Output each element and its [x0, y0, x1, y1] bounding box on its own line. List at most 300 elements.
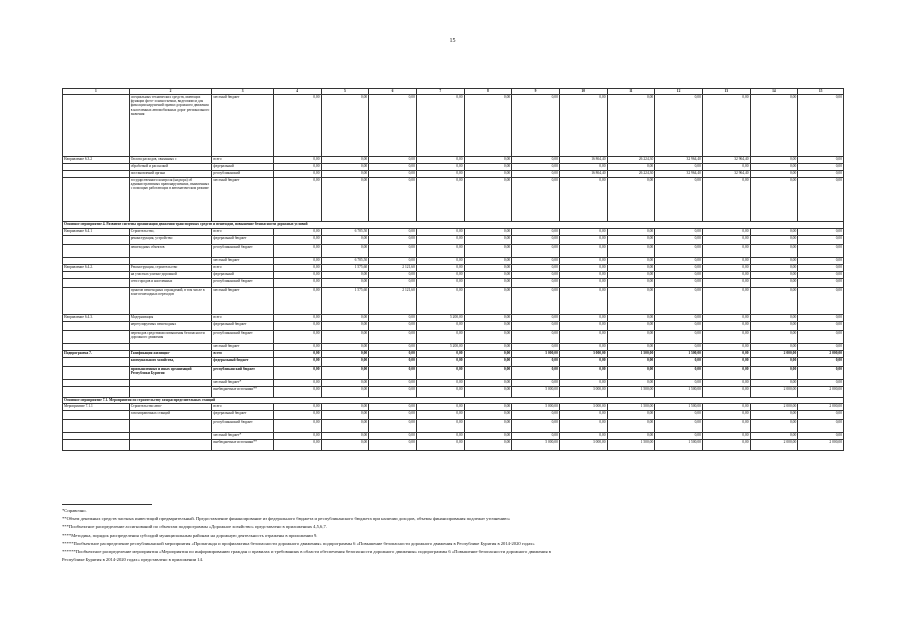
funding-source-cell: местный бюджет*: [212, 433, 273, 440]
amount-cell: 0,00: [702, 411, 750, 420]
amount-cell: 0,00: [702, 288, 750, 315]
amount-cell: 5 000,00: [512, 351, 560, 358]
amount-cell: 26 224,30: [607, 171, 655, 178]
amount-cell: 0,00: [321, 433, 369, 440]
item-name-cell: Газификация жилищно-: [129, 351, 212, 358]
amount-cell: 0,00: [655, 380, 703, 387]
amount-cell: 0,00: [369, 331, 417, 344]
amount-cell: 0,00: [702, 344, 750, 351]
amount-cell: 0,00: [321, 358, 369, 367]
amount-cell: 0,00: [607, 178, 655, 222]
amount-cell: 0,00: [416, 411, 464, 420]
amount-cell: 0,00: [655, 236, 703, 245]
amount-cell: 0,00: [464, 272, 512, 279]
item-code-cell: [63, 331, 130, 344]
amount-cell: 0,00: [512, 433, 560, 440]
amount-cell: 32 964,40: [702, 157, 750, 164]
amount-cell: 0,00: [559, 358, 607, 367]
amount-cell: 0,00: [321, 404, 369, 411]
item-code-cell: [63, 245, 130, 258]
amount-cell: 0,00: [702, 272, 750, 279]
amount-cell: 0,00: [416, 164, 464, 171]
amount-cell: 5 000,00: [512, 387, 560, 398]
item-name-cell: сети городов и населенных: [129, 279, 212, 288]
amount-cell: 0,00: [464, 331, 512, 344]
amount-cell: 0,00: [702, 315, 750, 322]
item-name-cell: [129, 440, 212, 451]
section-title: Основное мероприятие 7.1. Мероприятия по строительству газораспределительных станций: [63, 398, 844, 404]
amount-cell: 0,00: [512, 178, 560, 222]
table-row: [63, 279, 844, 288]
amount-cell: 0,00: [512, 157, 560, 164]
funding-source-cell: всего: [212, 351, 273, 358]
amount-cell: 0,00: [798, 258, 844, 265]
amount-cell: 0,00: [512, 95, 560, 157]
amount-cell: 0,00: [607, 279, 655, 288]
amount-cell: 0,00: [750, 433, 798, 440]
amount-cell: 0,00: [369, 351, 417, 358]
amount-cell: 0,00: [607, 265, 655, 272]
amount-cell: 0,00: [607, 331, 655, 344]
item-code-cell: [63, 380, 130, 387]
funding-source-cell: всего: [212, 265, 273, 272]
item-name-cell: переходов средствами повышения безопасности дорожного движения: [129, 331, 212, 344]
footnote: ***Пообъектное распределение ассигнований по объектам подпрограммы «Дорожное хозяйство» представлено в приложениях 4,5,6,7.: [62, 524, 327, 530]
amount-cell: 0,00: [416, 440, 464, 451]
amount-cell: 0,00: [559, 288, 607, 315]
table-row: [63, 229, 844, 236]
amount-cell: 0,00: [559, 315, 607, 322]
amount-cell: 0,00: [798, 171, 844, 178]
amount-cell: 1 500,00: [655, 440, 703, 451]
amount-cell: 0,00: [416, 229, 464, 236]
amount-cell: 0,00: [273, 157, 321, 164]
amount-cell: 0,00: [702, 178, 750, 222]
amount-cell: 0,00: [273, 95, 321, 157]
amount-cell: 0,00: [702, 258, 750, 265]
amount-cell: 0,00: [607, 95, 655, 157]
amount-cell: 0,00: [512, 315, 560, 322]
amount-cell: 0,00: [512, 288, 560, 315]
header-cell: 3: [212, 89, 273, 95]
amount-cell: 0,00: [512, 272, 560, 279]
item-name-cell: на участках улично-дорожной: [129, 272, 212, 279]
amount-cell: 1 500,00: [655, 387, 703, 398]
amount-cell: 0,00: [464, 367, 512, 380]
amount-cell: 0,00: [273, 404, 321, 411]
amount-cell: 0,00: [464, 178, 512, 222]
amount-cell: 0,00: [798, 272, 844, 279]
amount-cell: 0,00: [559, 178, 607, 222]
amount-cell: 0,00: [607, 164, 655, 171]
header-cell: 9: [512, 89, 560, 95]
amount-cell: 0,00: [273, 367, 321, 380]
item-name-cell: газозаправочных станций: [129, 411, 212, 420]
amount-cell: 32 964,40: [655, 171, 703, 178]
item-code-cell: [63, 411, 130, 420]
amount-cell: 0,00: [702, 279, 750, 288]
amount-cell: 0,00: [321, 171, 369, 178]
table-row: [63, 245, 844, 258]
amount-cell: 0,00: [655, 358, 703, 367]
item-code-cell: Направление 6.4.1: [63, 229, 130, 236]
funding-source-cell: местный бюджет: [212, 344, 273, 351]
amount-cell: 32 964,40: [702, 171, 750, 178]
amount-cell: 0,00: [369, 315, 417, 322]
amount-cell: 0,00: [416, 272, 464, 279]
item-code-cell: Направление 6.4.2.: [63, 265, 130, 272]
amount-cell: 0,00: [512, 279, 560, 288]
amount-cell: 0,00: [750, 288, 798, 315]
amount-cell: 0,00: [273, 265, 321, 272]
amount-cell: 0,00: [273, 358, 321, 367]
amount-cell: 0,00: [750, 420, 798, 433]
funding-source-cell: всего: [212, 315, 273, 322]
amount-cell: 0,00: [750, 178, 798, 222]
amount-cell: 2 000,00: [750, 387, 798, 398]
amount-cell: 0,00: [655, 288, 703, 315]
amount-cell: 0,00: [702, 420, 750, 433]
amount-cell: 0,00: [655, 229, 703, 236]
amount-cell: 0,00: [273, 178, 321, 222]
funding-source-cell: всего: [212, 404, 273, 411]
amount-cell: 0,00: [369, 411, 417, 420]
item-code-cell: [63, 440, 130, 451]
amount-cell: 0,00: [655, 433, 703, 440]
amount-cell: 0,00: [512, 367, 560, 380]
page-number: 15: [449, 38, 456, 44]
item-name-cell: [129, 380, 212, 387]
amount-cell: 0,00: [607, 367, 655, 380]
amount-cell: 0,00: [321, 440, 369, 451]
amount-cell: 0,00: [464, 420, 512, 433]
amount-cell: 1 575,60: [321, 265, 369, 272]
table-row: [63, 433, 844, 440]
amount-cell: 0,00: [702, 229, 750, 236]
item-name-cell: пешеходных объектов: [129, 245, 212, 258]
amount-cell: 0,00: [416, 288, 464, 315]
amount-cell: 0,00: [607, 236, 655, 245]
footnote: Республике Бурятия в 2014-2020 годах» представлено в приложении 14.: [62, 557, 204, 563]
item-name-cell: пунктов пешеходных ограждений, в том числе в зоне пешеходных переходов: [129, 288, 212, 315]
amount-cell: 0,00: [464, 288, 512, 315]
amount-cell: 0,00: [702, 265, 750, 272]
funding-source-cell: республиканский бюджет: [212, 331, 273, 344]
amount-cell: 0,00: [416, 358, 464, 367]
amount-cell: 0,00: [702, 164, 750, 171]
amount-cell: 0,00: [369, 236, 417, 245]
table-row: [63, 411, 844, 420]
amount-cell: 0,00: [607, 258, 655, 265]
table-row: [63, 315, 844, 322]
amount-cell: 1 500,00: [607, 387, 655, 398]
table-row: [63, 178, 844, 222]
amount-cell: 0,00: [512, 322, 560, 331]
amount-cell: 0,00: [512, 380, 560, 387]
amount-cell: 0,00: [512, 420, 560, 433]
header-cell: 12: [655, 89, 703, 95]
amount-cell: 0,00: [702, 331, 750, 344]
item-name-cell: государственного контроля (надзора) об административных правонарушениях, выявленных с помощью работающих в автоматическом режиме: [129, 178, 212, 222]
item-code-cell: [63, 164, 130, 171]
amount-cell: 1 500,00: [607, 440, 655, 451]
amount-cell: 0,00: [559, 245, 607, 258]
amount-cell: 0,00: [655, 322, 703, 331]
amount-cell: 0,00: [655, 272, 703, 279]
amount-cell: 0,00: [321, 387, 369, 398]
amount-cell: 0,00: [750, 279, 798, 288]
amount-cell: 0,00: [369, 380, 417, 387]
item-code-cell: [63, 178, 130, 222]
amount-cell: 5 200,00: [416, 344, 464, 351]
amount-cell: 5 200,00: [416, 315, 464, 322]
amount-cell: 0,00: [464, 229, 512, 236]
amount-cell: 0,00: [702, 387, 750, 398]
amount-cell: 0,00: [273, 315, 321, 322]
amount-cell: 3 000,00: [559, 387, 607, 398]
amount-cell: 0,00: [607, 229, 655, 236]
footnotes: [62, 504, 852, 564]
amount-cell: 16 864,40: [559, 157, 607, 164]
amount-cell: 0,00: [464, 95, 512, 157]
item-code-cell: [63, 358, 130, 367]
header-cell: 8: [464, 89, 512, 95]
amount-cell: 0,00: [273, 411, 321, 420]
amount-cell: 0,00: [369, 387, 417, 398]
header-cell: 6: [369, 89, 417, 95]
amount-cell: 0,00: [702, 440, 750, 451]
amount-cell: 0,00: [416, 157, 464, 164]
amount-cell: 0,00: [798, 265, 844, 272]
item-code-cell: [63, 279, 130, 288]
item-code-cell: [63, 288, 130, 315]
amount-cell: 0,00: [512, 245, 560, 258]
amount-cell: 0,00: [798, 411, 844, 420]
amount-cell: 0,00: [798, 315, 844, 322]
amount-cell: 0,00: [512, 164, 560, 171]
amount-cell: 0,00: [702, 433, 750, 440]
amount-cell: 0,00: [369, 433, 417, 440]
amount-cell: 0,00: [750, 344, 798, 351]
amount-cell: 0,00: [655, 265, 703, 272]
amount-cell: 6 785,50: [321, 229, 369, 236]
amount-cell: 0,00: [798, 420, 844, 433]
amount-cell: 0,00: [607, 420, 655, 433]
amount-cell: 0,00: [273, 272, 321, 279]
amount-cell: 0,00: [369, 157, 417, 164]
amount-cell: 0,00: [559, 265, 607, 272]
item-code-cell: [63, 367, 130, 380]
amount-cell: 0,00: [655, 367, 703, 380]
item-name-cell: Строительство авто-: [129, 404, 212, 411]
amount-cell: 0,00: [798, 178, 844, 222]
item-name-cell: Модернизация: [129, 315, 212, 322]
amount-cell: 0,00: [798, 157, 844, 164]
budget-table-container: [62, 88, 844, 451]
footnote: ******Пообъектное распределение мероприятия «Мероприятия по информированию граждан о правилах и требованиях в области обеспечения безопасности дорожного движения» подпрограммы 6 «Повышение безопасности дорожного движения в: [62, 549, 551, 555]
table-row: [63, 404, 844, 411]
amount-cell: 0,00: [464, 387, 512, 398]
amount-cell: 0,00: [559, 95, 607, 157]
table-row: [63, 322, 844, 331]
amount-cell: 0,00: [655, 164, 703, 171]
amount-cell: 0,00: [416, 236, 464, 245]
amount-cell: 0,00: [321, 367, 369, 380]
amount-cell: 0,00: [559, 411, 607, 420]
amount-cell: 0,00: [607, 358, 655, 367]
amount-cell: 0,00: [750, 331, 798, 344]
amount-cell: 0,00: [750, 272, 798, 279]
amount-cell: 0,00: [369, 420, 417, 433]
header-cell: 2: [129, 89, 212, 95]
amount-cell: 0,00: [702, 404, 750, 411]
amount-cell: 0,00: [321, 351, 369, 358]
item-code-cell: [63, 258, 130, 265]
amount-cell: 0,00: [607, 288, 655, 315]
header-cell: 10: [559, 89, 607, 95]
amount-cell: 0,00: [369, 404, 417, 411]
amount-cell: 0,00: [273, 420, 321, 433]
amount-cell: 0,00: [464, 440, 512, 451]
amount-cell: 0,00: [655, 178, 703, 222]
amount-cell: 0,00: [464, 279, 512, 288]
amount-cell: 0,00: [607, 344, 655, 351]
amount-cell: 0,00: [416, 367, 464, 380]
amount-cell: 0,00: [512, 344, 560, 351]
amount-cell: 0,00: [798, 236, 844, 245]
funding-source-cell: федеральный: [212, 272, 273, 279]
amount-cell: 0,00: [750, 358, 798, 367]
amount-cell: 0,00: [607, 322, 655, 331]
amount-cell: 0,00: [702, 351, 750, 358]
table-row: [63, 367, 844, 380]
funding-source-cell: внебюджетные источники**: [212, 387, 273, 398]
item-name-cell: специальных технических средств, имеющих функции фото- и киносъемки, видеозаписи для фиксации нарушений правил дорожного движения в населенных автомобильных дорог регионального значения: [129, 95, 212, 157]
amount-cell: 0,00: [607, 380, 655, 387]
amount-cell: 1 500,00: [655, 404, 703, 411]
item-name-cell: [129, 258, 212, 265]
funding-source-cell: республиканский бюджет: [212, 367, 273, 380]
footnote-separator: [62, 504, 152, 505]
amount-cell: 2 000,00: [798, 351, 844, 358]
amount-cell: 0,00: [369, 164, 417, 171]
amount-cell: 0,00: [702, 380, 750, 387]
amount-cell: 0,00: [798, 95, 844, 157]
funding-source-cell: федеральный бюджет: [212, 358, 273, 367]
item-code-cell: [63, 236, 130, 245]
table-row: [63, 344, 844, 351]
amount-cell: 0,00: [750, 380, 798, 387]
amount-cell: 0,00: [321, 178, 369, 222]
amount-cell: 0,00: [416, 95, 464, 157]
amount-cell: 0,00: [750, 95, 798, 157]
amount-cell: 0,00: [750, 258, 798, 265]
section-title: Основное мероприятие 4. Развитие системы организации движения транспортных средств и пешеходов, повышение безопасности дорожных условий: [63, 222, 844, 229]
amount-cell: 32 964,40: [655, 157, 703, 164]
funding-source-cell: федеральный бюджет: [212, 322, 273, 331]
amount-cell: 0,00: [273, 440, 321, 451]
amount-cell: 0,00: [750, 229, 798, 236]
amount-cell: 0,00: [559, 380, 607, 387]
amount-cell: 0,00: [321, 322, 369, 331]
amount-cell: 0,00: [750, 171, 798, 178]
amount-cell: 0,00: [702, 236, 750, 245]
amount-cell: 0,00: [464, 258, 512, 265]
header-cell: 13: [702, 89, 750, 95]
header-cell: 14: [750, 89, 798, 95]
amount-cell: 0,00: [512, 171, 560, 178]
amount-cell: 0,00: [798, 279, 844, 288]
amount-cell: 0,00: [321, 344, 369, 351]
amount-cell: 0,00: [750, 265, 798, 272]
item-name-cell: нерегулируемых пешеходных: [129, 322, 212, 331]
amount-cell: 0,00: [273, 245, 321, 258]
amount-cell: 3 000,00: [559, 440, 607, 451]
item-code-cell: [63, 272, 130, 279]
item-name-cell: [129, 433, 212, 440]
item-code-cell: [63, 95, 130, 157]
amount-cell: 0,00: [273, 344, 321, 351]
item-name-cell: промышленных и иных организаций Республики Бурятия: [129, 367, 212, 380]
amount-cell: 0,00: [750, 367, 798, 380]
amount-cell: 0,00: [464, 164, 512, 171]
amount-cell: 0,00: [416, 404, 464, 411]
funding-source-cell: республиканский: [212, 171, 273, 178]
amount-cell: 0,00: [702, 245, 750, 258]
amount-cell: 0,00: [369, 229, 417, 236]
amount-cell: 0,00: [464, 245, 512, 258]
amount-cell: 0,00: [416, 245, 464, 258]
table-row: [63, 358, 844, 367]
header-cell: 1: [63, 89, 130, 95]
amount-cell: 0,00: [369, 279, 417, 288]
item-code-cell: [63, 420, 130, 433]
funding-source-cell: федеральный бюджет: [212, 236, 273, 245]
amount-cell: 0,00: [369, 322, 417, 331]
amount-cell: 0,00: [559, 420, 607, 433]
amount-cell: 0,00: [750, 236, 798, 245]
funding-source-cell: республиканский бюджет: [212, 279, 273, 288]
amount-cell: 16 864,40: [559, 171, 607, 178]
item-code-cell: Направление 6.4.3.: [63, 315, 130, 322]
amount-cell: 0,00: [464, 411, 512, 420]
amount-cell: 0,00: [702, 358, 750, 367]
amount-cell: 0,00: [416, 171, 464, 178]
amount-cell: 0,00: [512, 236, 560, 245]
table-row: [63, 272, 844, 279]
item-name-cell: Строительство,: [129, 229, 212, 236]
header-cell: 4: [273, 89, 321, 95]
amount-cell: 0,00: [655, 331, 703, 344]
footnote: *Справочно.: [62, 508, 87, 513]
header-cell: 11: [607, 89, 655, 95]
amount-cell: 0,00: [559, 258, 607, 265]
table-row: [63, 288, 844, 315]
amount-cell: 0,00: [798, 380, 844, 387]
amount-cell: 0,00: [369, 367, 417, 380]
amount-cell: 0,00: [464, 344, 512, 351]
amount-cell: 0,00: [512, 265, 560, 272]
amount-cell: 0,00: [559, 331, 607, 344]
item-code-cell: Подпрограмма 7.: [63, 351, 130, 358]
amount-cell: 0,00: [750, 322, 798, 331]
amount-cell: 0,00: [512, 358, 560, 367]
amount-cell: 0,00: [273, 331, 321, 344]
table-row: [63, 440, 844, 451]
amount-cell: 0,00: [798, 164, 844, 171]
item-code-cell: [63, 344, 130, 351]
amount-cell: 0,00: [369, 258, 417, 265]
